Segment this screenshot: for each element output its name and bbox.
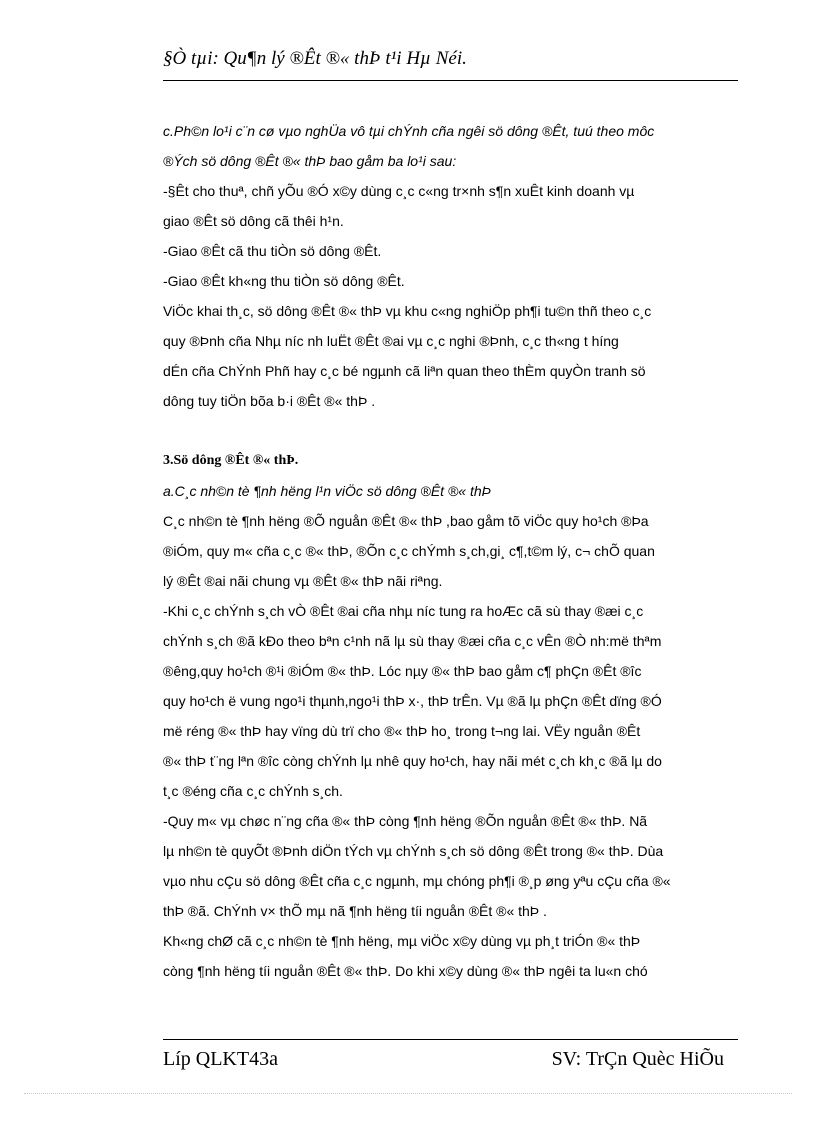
body-line: quy ho¹ch ë vung ngo¹i thµnh,ngo¹i thÞ x·, thÞ trÊn. Vµ ®ã lµ phÇn ®Êt dïng ®Ó: [163, 693, 662, 709]
body-content: [163, 116, 738, 986]
body-line: chÝnh s¸ch ®ã kÐo theo bªn c¹nh nã lµ sù thay ®æi cña c¸c vÊn ®Ò nh:më thªm: [163, 633, 662, 649]
page-header-title: §Ò tµi: Qu¶n lý ®Êt ®« thÞ t¹i Hµ Néi.: [163, 48, 467, 69]
body-line: dÉn cña ChÝnh Phñ hay c¸c bé ngµnh cã liªn quan theo thÈm quyÒn tranh sö: [163, 363, 646, 379]
body-line: t¸c ®éng cña c¸c chÝnh s¸ch.: [163, 783, 343, 799]
body-line: ®iÓm, quy m« cña c¸c ®« thÞ, ®Õn c¸c chÝmh s¸ch,gi¸ c¶,t©m lý, c¬ chÕ quan: [163, 543, 655, 559]
section-heading: 3.Sö dông ®Êt ®« thÞ.: [163, 453, 299, 468]
footer-class-label: Líp QLKT43a: [163, 1048, 278, 1070]
body-line: -Giao ®Êt cã thu tiÒn sö dông ®Êt.: [163, 243, 382, 259]
body-line: lµ nh©n tè quyÕt ®Þnh diÖn tÝch vµ chÝnh s¸ch sö dông ®Êt trong ®« thÞ. Dùa: [163, 843, 664, 859]
section-heading: [163, 416, 738, 446]
body-line: ViÖc khai th¸c, sö dông ®Êt ®« thÞ vµ khu c«ng nghiÖp ph¶i tu©n thñ theo c¸c: [163, 303, 652, 319]
body-line: còng ¶nh hëng tíi nguån ®Êt ®« thÞ. Do khi x©y dùng ®« thÞ ngêi ta lu«n chó: [163, 963, 648, 979]
footer-student-label: SV: TrÇn Quèc HiÕu: [551, 1048, 724, 1070]
body-line: Kh«ng chØ cã c¸c nh©n tè ¶nh hëng, mµ viÖc x©y dùng vµ ph¸t triÓn ®« thÞ: [163, 933, 641, 949]
header-divider: [163, 80, 738, 81]
body-line: -§Êt cho thuª, chñ yÕu ®Ó x©y dùng c¸c c«ng tr×nh s¶n xuÊt kinh doanh vµ: [163, 183, 635, 199]
page-edge: [24, 1093, 792, 1094]
body-line: c.Ph©n lo¹i c¨n cø vµo nghÜa vô tµi chÝnh cña ngêi sö dông ®Êt, tuú theo môc: [163, 123, 655, 139]
body-line: dông tuy tiÖn bõa b·i ®Êt ®« thÞ .: [163, 393, 376, 409]
body-line: ®Ých sö dông ®Êt ®« thÞ bao gåm ba lo¹i sau:: [163, 153, 457, 169]
body-line: -Giao ®Êt kh«ng thu tiÒn sö dông ®Êt.: [163, 273, 405, 289]
body-line: a.C¸c nh©n tè ¶nh hëng l¹n viÖc sö dông ®Êt ®« thÞ: [163, 483, 491, 499]
body-line: quy ®Þnh cña Nhµ níc nh luËt ®Êt ®ai vµ c¸c nghi ®Þnh, c¸c th«ng t híng: [163, 333, 619, 349]
body-line: më réng ®« thÞ hay vïng dù trï cho ®« thÞ ho¸ trong t¬ng lai. VËy nguån ®Êt: [163, 723, 641, 739]
body-line: -Quy m« vµ chøc n¨ng cña ®« thÞ còng ¶nh hëng ®Õn nguån ®Êt ®« thÞ. Nã: [163, 813, 648, 829]
body-line: lý ®Êt ®ai nãi chung vµ ®Êt ®« thÞ nãi riªng.: [163, 573, 443, 589]
body-line: C¸c nh©n tè ¶nh hëng ®Õ nguån ®Êt ®« thÞ ,bao gåm tõ viÖc quy ho¹ch ®Þa: [163, 513, 649, 529]
body-line: -Khi c¸c chÝnh s¸ch vÒ ®Êt ®ai cña nhµ níc tung ra hoÆc cã sù thay ®æi c¸c: [163, 603, 644, 619]
body-line: vµo nhu cÇu sö dông ®Êt cña c¸c ngµnh, mµ chóng ph¶i ®¸p øng yªu cÇu cña ®«: [163, 873, 671, 889]
body-line: ®êng,quy ho¹ch ®¹i ®iÓm ®« thÞ. Lóc nµy ®« thÞ bao gåm c¶ phÇn ®Êt ®îc: [163, 663, 642, 679]
footer-divider: [163, 1039, 738, 1040]
body-line: thÞ ®ã. ChÝnh v× thÕ mµ nã ¶nh hëng tíi nguån ®Êt ®« thÞ .: [163, 903, 547, 919]
body-line: giao ®Êt sö dông cã thêi h¹n.: [163, 213, 344, 229]
body-line: ®« thÞ t¨ng lªn ®îc còng chÝnh lµ nhê quy ho¹ch, hay nãi mét c¸ch kh¸c ®ã lµ do: [163, 753, 662, 769]
